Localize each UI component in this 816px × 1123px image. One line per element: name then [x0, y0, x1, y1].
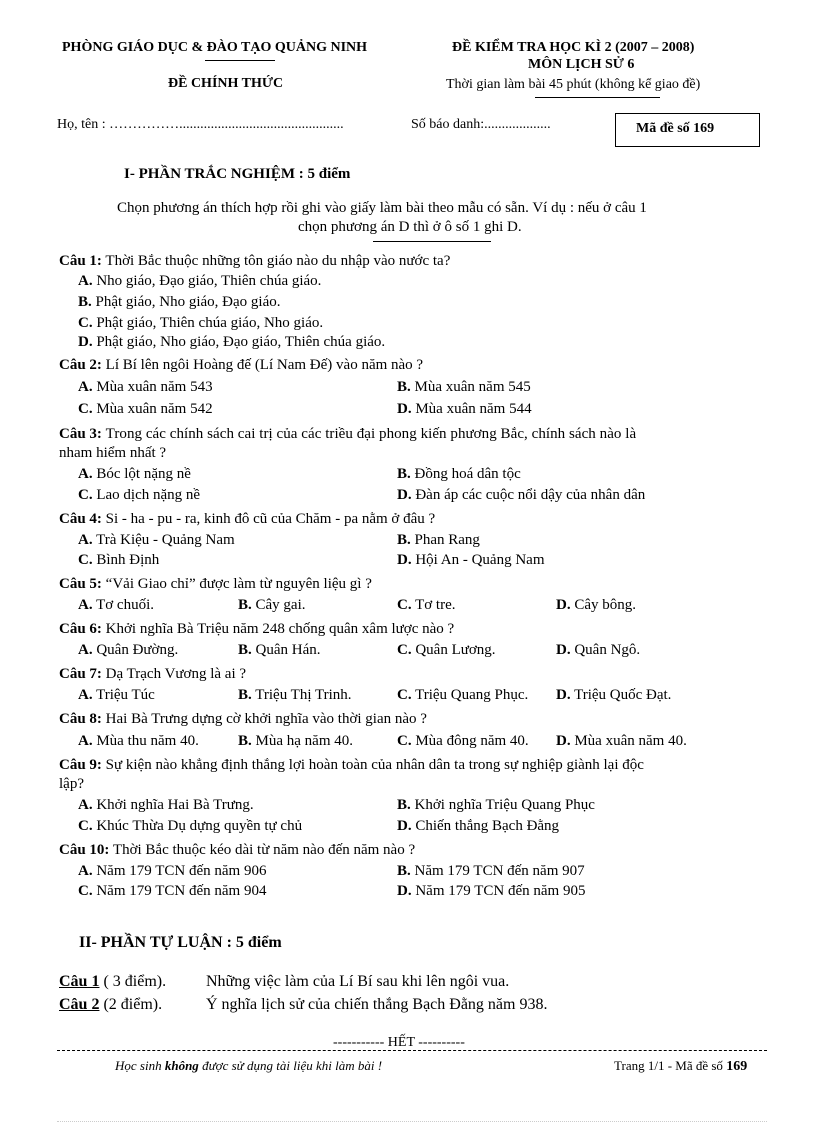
- q2-option-b: B. Mùa xuân năm 545: [397, 379, 531, 395]
- part1-title: I- PHẦN TRẮC NGHIỆM : 5 điểm: [124, 166, 351, 182]
- q9-option-b: B. Khởi nghĩa Triệu Quang Phục: [397, 797, 595, 813]
- q3-option-b: B. Đồng hoá dân tộc: [397, 466, 521, 482]
- essay-question-2: Câu 2 (2 điểm).: [59, 996, 163, 1013]
- q3-option-a: A. Bóc lột nặng nề: [78, 466, 191, 482]
- time-underline: [535, 97, 660, 98]
- q2-option-a: A. Mùa xuân năm 543: [78, 379, 213, 395]
- q8-option-d: D. Mùa xuân năm 40.: [556, 733, 687, 749]
- official-label: ĐỀ CHÍNH THỨC: [168, 76, 284, 91]
- question-10: Câu 10: Thời Bắc thuộc kéo dài từ năm nào đến năm nào ?: [59, 842, 416, 858]
- q10-option-b: B. Năm 179 TCN đến năm 907: [397, 863, 585, 879]
- q10-option-a: A. Năm 179 TCN đến năm 906: [78, 863, 267, 879]
- question-3-continued: nham hiểm nhất ?: [59, 445, 167, 461]
- question-1: Câu 1: Thời Bắc thuộc những tôn giáo nào du nhập vào nước ta?: [59, 253, 451, 269]
- q8-option-b: B. Mùa hạ năm 40.: [238, 733, 353, 749]
- part1-instruction-2: chọn phương án D thì ở ô số 1 ghi D.: [298, 219, 522, 235]
- question-2: Câu 2: Lí Bí lên ngôi Hoàng đế (Lí Nam Đế) vào năm nào ?: [59, 357, 424, 373]
- question-4: Câu 4: Si - ha - pu - ra, kinh đô cũ của Chăm - pa nằm ở đâu ?: [59, 511, 436, 527]
- q4-option-d: D. Hội An - Quảng Nam: [397, 552, 545, 568]
- question-6: Câu 6: Khởi nghĩa Bà Triệu năm 248 chống quân xâm lược nào ?: [59, 621, 455, 637]
- part2-title: II- PHẦN TỰ LUẬN : 5 điểm: [79, 934, 282, 951]
- q1-option-d: D. Phật giáo, Nho giáo, Đạo giáo, Thiên chúa giáo.: [78, 334, 386, 350]
- q1-option-c: C. Phật giáo, Thiên chúa giáo, Nho giáo.: [78, 315, 324, 331]
- q10-option-d: D. Năm 179 TCN đến năm 905: [397, 883, 586, 899]
- school-name: PHÒNG GIÁO DỤC & ĐÀO TẠO QUẢNG NINH: [62, 40, 368, 55]
- q5-option-c: C. Tơ tre.: [397, 597, 456, 613]
- q2-option-d: D. Mùa xuân năm 544: [397, 401, 532, 417]
- q9-option-d: D. Chiến thắng Bạch Đằng: [397, 818, 560, 834]
- q1-option-b: B. Phật giáo, Nho giáo, Đạo giáo.: [78, 294, 281, 310]
- subject-title: MÔN LỊCH SỬ 6: [528, 57, 635, 72]
- essay-question-1-text: Những việc làm của Lí Bí sau khi lên ngôi vua.: [206, 973, 510, 990]
- page-number: Trang 1/1 - Mã đề số 169: [614, 1058, 748, 1074]
- instruction-underline: [373, 241, 491, 242]
- q3-option-c: C. Lao dịch nặng nề: [78, 487, 201, 503]
- q9-option-c: C. Khúc Thừa Dụ dựng quyền tự chủ: [78, 818, 303, 834]
- student-name-field[interactable]: Họ, tên : ……………...............................................: [57, 117, 344, 132]
- exam-title: ĐỀ KIỂM TRA HỌC KÌ 2 (2007 – 2008): [452, 40, 695, 55]
- question-7: Câu 7: Dạ Trạch Vương là ai ?: [59, 666, 247, 682]
- q4-option-b: B. Phan Rang: [397, 532, 480, 548]
- q7-option-c: C. Triệu Quang Phục.: [397, 687, 529, 703]
- q3-option-d: D. Đàn áp các cuộc nổi dậy của nhân dân: [397, 487, 646, 503]
- q7-option-d: D. Triệu Quốc Đạt.: [556, 687, 672, 703]
- essay-question-2-text: Ý nghĩa lịch sử của chiến thắng Bạch Đằng năm 938.: [206, 996, 548, 1013]
- end-marker: ----------- HẾT ----------: [333, 1035, 465, 1050]
- q6-option-b: B. Quân Hán.: [238, 642, 321, 658]
- bottom-dotted-line: [57, 1121, 767, 1122]
- question-5: Câu 5: “Vải Giao chỉ” được làm từ nguyên liệu gì ?: [59, 576, 372, 592]
- q7-option-a: A. Triệu Túc: [78, 687, 155, 703]
- student-id-field[interactable]: Số báo danh:...................: [411, 117, 551, 132]
- question-9: Câu 9: Sự kiện nào khẳng định thắng lợi hoàn toàn của nhân dân ta trong sự nghiệp giành lại độc: [59, 757, 644, 773]
- question-3: Câu 3: Trong các chính sách cai trị của các triều đại phong kiến phương Bắc, chính sách nào là: [59, 426, 637, 442]
- q6-option-a: A. Quân Đường.: [78, 642, 179, 658]
- q10-option-c: C. Năm 179 TCN đến năm 904: [78, 883, 267, 899]
- q1-option-a: A. Nho giáo, Đạo giáo, Thiên chúa giáo.: [78, 273, 322, 289]
- q5-option-b: B. Cây gai.: [238, 597, 306, 613]
- q4-option-a: A. Trà Kiệu - Quảng Nam: [78, 532, 235, 548]
- exam-code: Mã đề số 169: [636, 121, 715, 136]
- question-9-continued: lập?: [59, 776, 84, 792]
- essay-question-1: Câu 1 ( 3 điểm).: [59, 973, 167, 990]
- q8-option-a: A. Mùa thu năm 40.: [78, 733, 199, 749]
- q7-option-b: B. Triệu Thị Trinh.: [238, 687, 352, 703]
- q6-option-d: D. Quân Ngô.: [556, 642, 641, 658]
- q5-option-d: D. Cây bông.: [556, 597, 637, 613]
- q5-option-a: A. Tơ chuối.: [78, 597, 154, 613]
- footer-divider: [57, 1050, 767, 1051]
- part1-instruction-1: Chọn phương án thích hợp rồi ghi vào giấy làm bài theo mẫu có sẵn. Ví dụ : nếu ở câu 1: [117, 200, 647, 216]
- q9-option-a: A. Khởi nghĩa Hai Bà Trưng.: [78, 797, 254, 813]
- footer-note: Học sinh không được sử dụng tài liệu khi làm bài !: [115, 1058, 383, 1073]
- school-underline: [205, 60, 275, 61]
- q6-option-c: C. Quân Lương.: [397, 642, 496, 658]
- time-note: Thời gian làm bài 45 phút (không kể giao đề): [446, 77, 701, 92]
- question-8: Câu 8: Hai Bà Trưng dựng cờ khởi nghĩa vào thời gian nào ?: [59, 711, 427, 727]
- q8-option-c: C. Mùa đông năm 40.: [397, 733, 529, 749]
- q4-option-c: C. Bình Định: [78, 552, 160, 568]
- q2-option-c: C. Mùa xuân năm 542: [78, 401, 213, 417]
